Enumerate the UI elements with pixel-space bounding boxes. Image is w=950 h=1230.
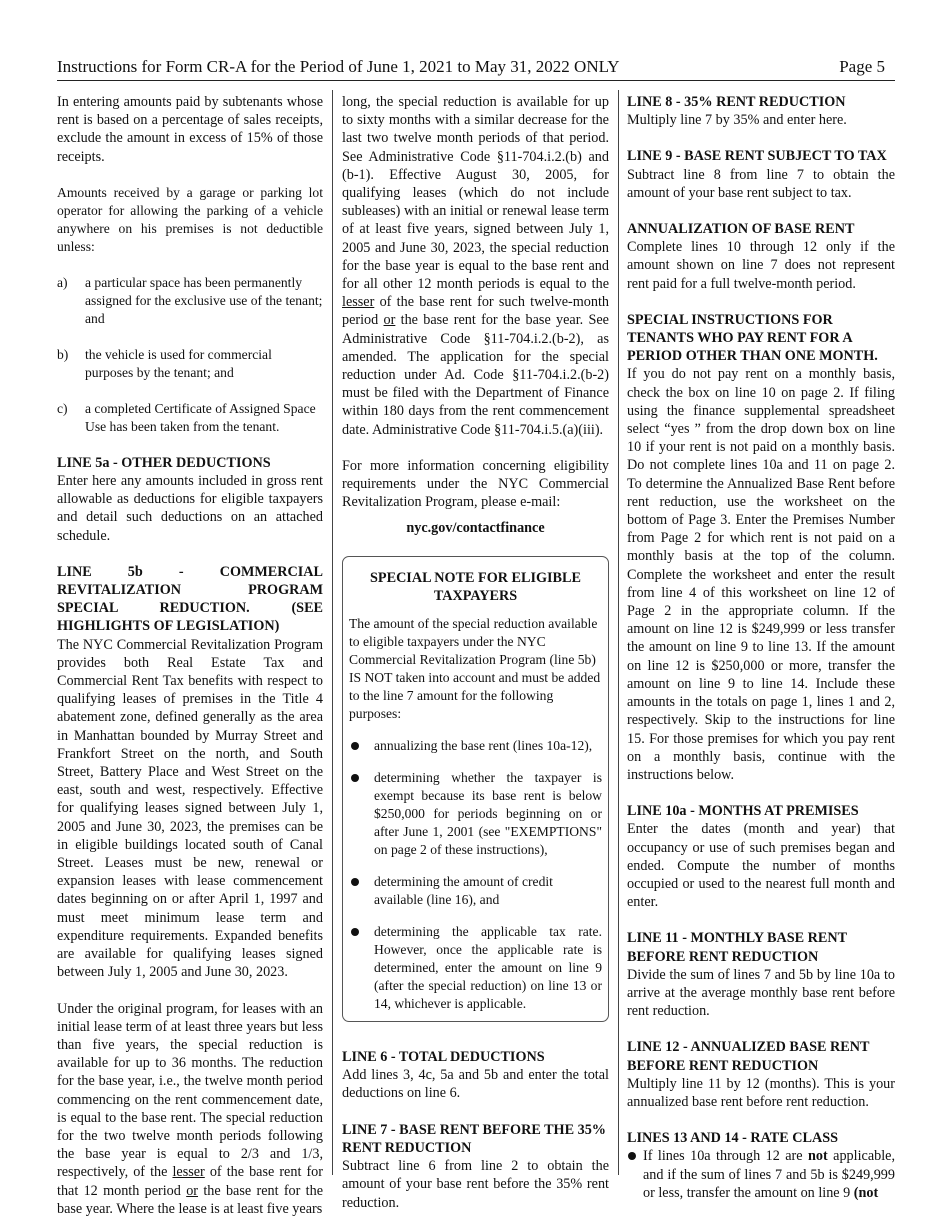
heading-line-7: LINE 7 - BASE RENT BEFORE THE 35% RENT REDUCTION	[342, 1121, 606, 1156]
paragraph-line-7: Subtract line 6 from line 2 to obtain the amount of your base rent before the 35% rent reduction.	[342, 1158, 609, 1211]
paragraph-line-9: Subtract line 8 from line 7 to obtain the amount of your base rent subject to tax.	[627, 166, 895, 201]
paragraph-line-10a: Enter the dates (month and year) that occupancy or use of such premises began and ended. Compute the number of months occupied or used to the nearest full month and enter.	[627, 821, 895, 911]
underlined-or: or	[186, 1182, 199, 1199]
bullet-icon	[349, 769, 374, 859]
special-note-intro: The amount of the special reduction available to eligible taxpayers under the NYC Commercial Revitalization Program (line 5b) IS NOT taken into account and must be added to the line 7 amount for the following purposes:	[349, 616, 601, 722]
special-note-title: SPECIAL NOTE FOR ELIGIBLE TAXPAYERS	[370, 569, 581, 604]
bullet-icon	[627, 1147, 643, 1202]
column-2	[342, 93, 609, 1212]
header-title: Instructions for Form CR-A for the Period of June 1, 2021 to May 31, 2022 ONLY	[57, 57, 620, 76]
list-text: determining the amount of credit available (line 16), and	[374, 874, 553, 908]
list-text: a particular space has been permanently assigned for the exclusive use of the tenant; and	[85, 274, 323, 326]
heading-annualization: ANNUALIZATION OF BASE RENT	[627, 221, 855, 238]
list-item	[57, 346, 323, 382]
heading-lines-13-14: LINES 13 AND 14 - RATE CLASS	[627, 1130, 839, 1147]
paragraph-garage: Amounts received by a garage or parking lot operator for allowing the parking of a vehicle anywhere on his premises is not deductible unless:	[57, 184, 323, 254]
page-number: Page 5	[839, 57, 885, 76]
list-item	[57, 274, 323, 328]
paragraph-special-instructions: If you do not pay rent on a monthly basis, check the box on line 10 on page 2. If filing using the finance supplemental spreadsheet select “yes ” from the drop down box on line 10 if your rent is not paid on a monthly basis. Do not complete lines 10a and 11 on page 2. To determine the Annualized Base Rent before rent reduction, use the worksheet on the bottom of Page 3. Enter the Premises Number from Page 2 for which rent is not paid on a monthly basis at the top of the column. Complete the worksheet and enter the result from line 4 of this worksheet on line 12 of Page 2 in the appropriate column. If the amount on line 12 is $249,999 or less transfer the amount on line 9 to line 13. If the amount on line 12 is $250,000 or more, transfer the amount on line 9 to line 14. Include these amounts in the totals on page 1, lines 1 and 2, respectively. Skip to the instructions for line 15. For those premises for which you pay rent on a monthly basis, continue with the instructions below.	[627, 366, 895, 783]
contact-email: nyc.gov/contactfinance	[406, 520, 545, 537]
bullet-icon	[349, 873, 374, 909]
paragraph-line-6: Add lines 3, 4c, 5a and 5b and enter the total deductions on line 6.	[342, 1067, 609, 1102]
list-text: annualizing the base rent (lines 10a-12),	[374, 738, 593, 754]
paragraph-line-5a: Enter here any amounts included in gross rent allowable as deductions for eligible taxpayers and detail such deductions on an attached schedule.	[57, 473, 323, 544]
heading-line-6: LINE 6 - TOTAL DEDUCTIONS	[342, 1049, 545, 1066]
heading-line-10a: LINE 10a - MONTHS AT PREMISES	[627, 803, 859, 820]
list-item	[349, 923, 602, 1013]
column-divider-1	[332, 90, 333, 1175]
underlined-lesser: lesser	[172, 1164, 205, 1181]
column-3	[627, 93, 895, 1202]
underlined-or: or	[383, 312, 396, 329]
column-divider-2	[618, 90, 619, 1175]
list-text: If lines 10a through 12 are not applicable, and if the sum of lines 7 and 5b is $249,999 or less, transfer the amount on line 9 (not	[643, 1148, 895, 1201]
list-marker: c)	[57, 400, 68, 416]
list-text: determining the applicable tax rate. However, once the applicable rate is determined, enter the amount on line 9 (after the special reduction) on line 13 or 14, whichever is applicable.	[374, 924, 602, 1012]
bullet-icon	[349, 923, 374, 1013]
underlined-lesser: lesser	[342, 294, 375, 311]
list-marker: a)	[57, 274, 68, 290]
list-item	[57, 400, 323, 436]
list-item	[349, 873, 602, 909]
paragraph-line-8: Multiply line 7 by 35% and enter here.	[627, 112, 847, 129]
paragraph-five-year-leases: long, the special reduction is available for up to sixty months with a similar decrease for the last two twelve month periods of that period. See Administrative Code §11-704.i.2.(b) and (b-1). Effective August 30, 2005, for qualifying leases (which do not include subleases) with an initial or renewal lease term of at least five years, signed between July 1, 2005 and June 30, 2023, the special reduction for the base year is equal to the base rent and for all other 12 month periods is equal to the lesser of the base rent for such twelve-month period or the base rent for the base year. See Administrative Code §11-704.i.2.(b-2), as amended. The application for the special reduction under Ad. Code §11-704.i.2.(b-2) must be filed with the Department of Finance within 180 days from the rent commencement date. Administrative Code §11-704.i.5.(a)(iii).	[342, 94, 609, 438]
list-item	[627, 1147, 895, 1202]
paragraph-original-program: Under the original program, for leases with an initial lease term of at least three years but less than five years, the special reduction is available for up to 36 months. The reduction for the base year, i.e., the twelve month period commencing on the rent commencement date, is equal to the base rent. The special reduction for the two twelve month periods following the base year is equal to 2/3 and 1/3, respectively, of the lesser of the base rent for that 12 month period or the base rent for the base year. Where the lease is at least five years	[57, 1000, 324, 1217]
heading-line-11: LINE 11 - MONTHLY BASE RENT BEFORE RENT REDUCTION	[627, 930, 847, 965]
bullet-icon	[349, 737, 374, 755]
heading-special-instructions: SPECIAL INSTRUCTIONS FOR TENANTS WHO PAY RENT FOR A PERIOD OTHER THAN ONE MONTH.	[627, 311, 878, 365]
column-1	[57, 93, 323, 1218]
heading-line-9: LINE 9 - BASE RENT SUBJECT TO TAX	[627, 148, 887, 165]
list-text: a completed Certificate of Assigned Space Use has been taken from the tenant.	[85, 400, 316, 434]
list-item	[349, 769, 602, 859]
paragraph-line-12: Multiply line 11 by 12 (months). This is your annualized base rent before rent reduction.	[627, 1075, 895, 1110]
special-note-box	[342, 556, 609, 1022]
list-marker: b)	[57, 346, 69, 362]
heading-line-12: LINE 12 - ANNUALIZED BASE RENT BEFORE RENT REDUCTION	[627, 1039, 870, 1074]
heading-line-5a: LINE 5a - OTHER DEDUCTIONS	[57, 454, 271, 471]
paragraph-line-11: Divide the sum of lines 7 and 5b by line 10a to arrive at the average monthly base rent before rent reduction.	[627, 966, 895, 1020]
paragraph-line-5b: The NYC Commercial Revitalization Program provides both Real Estate Tax and Commercial Rent Tax benefits with respect to qualifying leases of premises in the Title 4 abatement zone, defined generally as the area in Manhattan bounded by Murray Street and Frankfort Street on the north, and South Street, Battery Place and West Street on the east, south and west, respectively. Effective for qualifying leases signed between July 1, 2005 and June 30, 2023, the premises can be in eligible buildings located south of Canal Street. Leases must be new, renewal or expansion leases with lease commencement dates beginning on or after April 1, 1997 and must meet minimum lease term and expenditure requirements. Expanded benefits are available for qualifying leases signed between July 1, 2005 and June 30, 2023.	[57, 636, 323, 981]
page-header	[57, 56, 895, 81]
paragraph-annualization: Complete lines 10 through 12 only if the amount shown on line 7 does not represent rent paid for a full twelve-month period.	[627, 239, 895, 292]
heading-line-5b: LINE 5b - COMMERCIAL REVITALIZATION PROGRAM SPECIAL REDUCTION. (SEE HIGHLIGHTS OF LEGISLATION)	[57, 563, 323, 635]
list-text: determining whether the taxpayer is exempt because its base rent is below $250,000 for periods beginning on or after June 1, 2001 (see "EXEMPTIONS" on page 2 of these instructions),	[374, 770, 602, 858]
heading-line-8: LINE 8 - 35% RENT REDUCTION	[627, 94, 846, 110]
garage-conditions-list	[57, 274, 323, 436]
list-item	[349, 737, 602, 755]
list-text: the vehicle is used for commercial purposes by the tenant; and	[85, 346, 272, 380]
paragraph-subtenants: In entering amounts paid by subtenants whose rent is based on a percentage of sales receipts, exclude the amount in excess of 15% of those receipts.	[57, 94, 323, 165]
paragraph-more-info: For more information concerning eligibility requirements under the NYC Commercial Revitalization Program, please e-mail:	[342, 457, 609, 511]
